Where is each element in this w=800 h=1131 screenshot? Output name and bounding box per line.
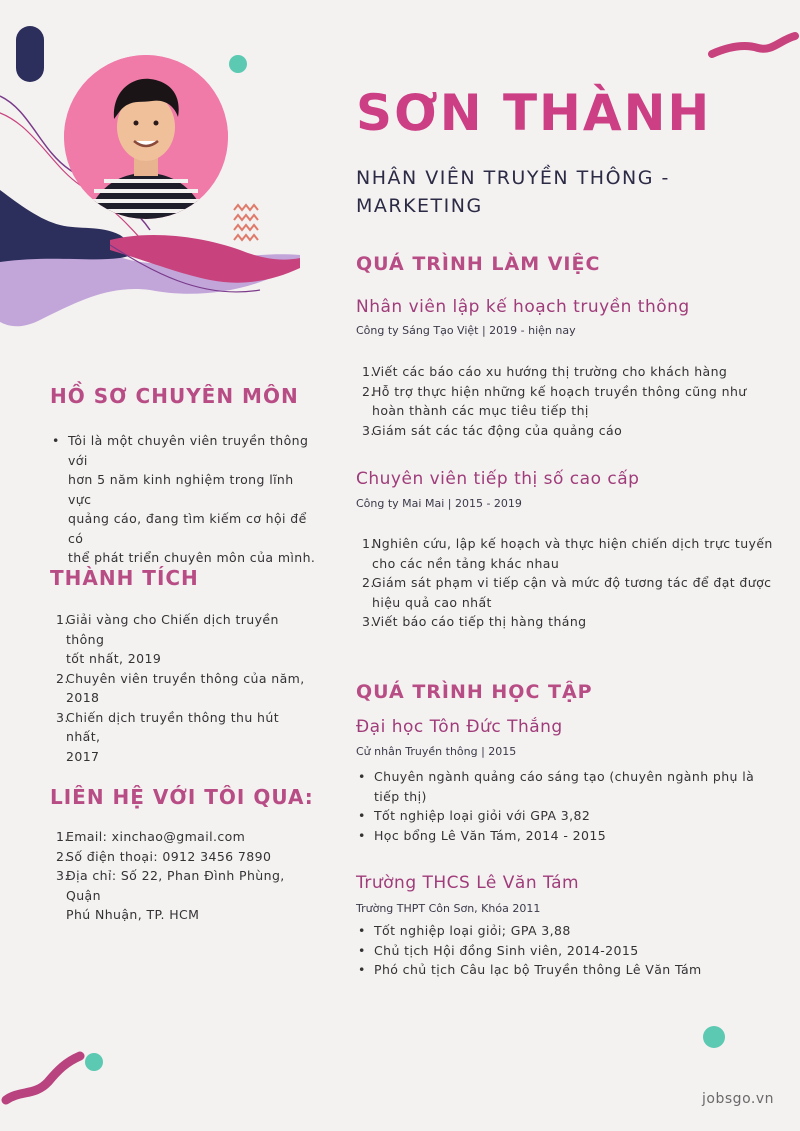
list-item: [52, 431, 320, 568]
list-item: 3. Địa chỉ: Số 22, Phan Đình Phùng, Quận Phú Nhuận, TP. HCM: [56, 868, 285, 922]
school-1-details: [358, 767, 778, 845]
job-2-duties: [362, 534, 792, 632]
list-item: • Phó chủ tịch Câu lạc bộ Truyền thông Lê Văn Tám: [358, 960, 778, 980]
list-item: • Tốt nghiệp loại giỏi; GPA 3,88: [358, 921, 778, 941]
list-item: 1. Giải vàng cho Chiến dịch truyền thông tốt nhất, 2019: [56, 612, 279, 666]
phone-text: Số điện thoại: 0912 3456 7890: [66, 848, 272, 864]
list-item: 1. Nghiên cứu, lập kế hoạch và thực hiện chiến dịch trực tuyến cho các nền tảng khác nhau: [362, 536, 773, 571]
list-item: 2. Hỗ trợ thực hiện những kế hoạch truyền thông cũng như hoàn thành các mục tiêu tiếp thị: [362, 383, 747, 418]
zigzag-icon: [234, 205, 258, 240]
list-item: • Tốt nghiệp loại giỏi với GPA 3,82: [358, 806, 778, 826]
contact-heading: LIÊN HỆ VỚI TÔI QUA:: [50, 785, 314, 809]
school-title-1: Đại học Tôn Đức Thắng: [356, 717, 563, 737]
list-item: 2. Chuyên viên truyền thông của năm, 2018: [56, 670, 305, 705]
teal-dot-icon: [85, 1053, 103, 1071]
school-meta-2: Trường THPT Côn Sơn, Khóa 2011: [356, 902, 541, 915]
teal-dot-icon: [703, 1026, 725, 1048]
profile-summary: [52, 431, 320, 568]
list-item: 2. Giám sát phạm vi tiếp cận và mức độ tương tác để đạt được hiệu quả cao nhất: [362, 575, 772, 610]
list-item: 1. Viết các báo cáo xu hướng thị trường cho khách hàng: [362, 364, 728, 379]
pink-squiggle-icon: [6, 1056, 80, 1100]
candidate-name: SƠN THÀNH: [356, 84, 712, 142]
job-title-2: Chuyên viên tiếp thị số cao cấp: [356, 469, 640, 489]
school-2-details: [358, 921, 778, 980]
list-item: 3. Chiến dịch truyền thông thu hút nhất, 2017: [56, 709, 279, 764]
list-item: 2. Số điện thoại: 0912 3456 7890: [56, 848, 272, 864]
job-meta-1: Công ty Sáng Tạo Việt | 2019 - hiện nay: [356, 324, 576, 337]
pink-squiggle-icon: [712, 36, 795, 54]
school-title-2: Trường THCS Lê Văn Tám: [356, 873, 580, 893]
achievements-list: [56, 610, 316, 766]
list-item: • Học bổng Lê Văn Tám, 2014 - 2015: [358, 826, 778, 846]
list-item: • Chủ tịch Hội đồng Sinh viên, 2014-2015: [358, 941, 778, 961]
school-meta-1: Cử nhân Truyền thông | 2015: [356, 745, 517, 758]
list-item: • Chuyên ngành quảng cáo sáng tạo (chuyên ngành phụ là tiếp thị): [358, 767, 778, 806]
list-item: 3. Giám sát các tác động của quảng cáo: [362, 422, 623, 438]
list-item: 1. Email: xinchao@gmail.com: [56, 829, 246, 844]
work-heading: QUÁ TRÌNH LÀM VIỆC: [356, 253, 601, 275]
job-title-1: Nhân viên lập kế hoạch truyền thông: [356, 297, 690, 317]
profile-line: hơn 5 năm kinh nghiệm trong lĩnh vực: [68, 472, 294, 507]
person-photo-icon: [64, 55, 228, 219]
profile-line: Tôi là một chuyên viên truyền thông với: [68, 433, 309, 468]
profile-photo: [64, 55, 228, 219]
address-text: Địa chỉ: Số 22, Phan Đình Phùng, Quận: [66, 868, 285, 903]
job-1-duties: [362, 362, 782, 440]
email-text: Email: xinchao@gmail.com: [66, 829, 246, 844]
teal-dot-icon: [229, 55, 247, 73]
achievements-heading: THÀNH TÍCH: [50, 566, 199, 590]
job-meta-2: Công ty Mai Mai | 2015 - 2019: [356, 497, 522, 510]
list-item: 3. Viết báo cáo tiếp thị hàng tháng: [362, 614, 587, 629]
job-title: NHÂN VIÊN TRUYỀN THÔNG - MARKETING: [356, 167, 670, 217]
contact-list: [56, 827, 316, 925]
education-heading: QUÁ TRÌNH HỌC TẬP: [356, 681, 593, 703]
brand-watermark: jobsgo.vn: [702, 1091, 774, 1107]
profile-line: quảng cáo, đang tìm kiếm cơ hội để có: [68, 511, 307, 546]
profile-line: thể phát triển chuyên môn của mình.: [68, 550, 316, 565]
profile-heading: HỒ SƠ CHUYÊN MÔN: [50, 384, 299, 408]
